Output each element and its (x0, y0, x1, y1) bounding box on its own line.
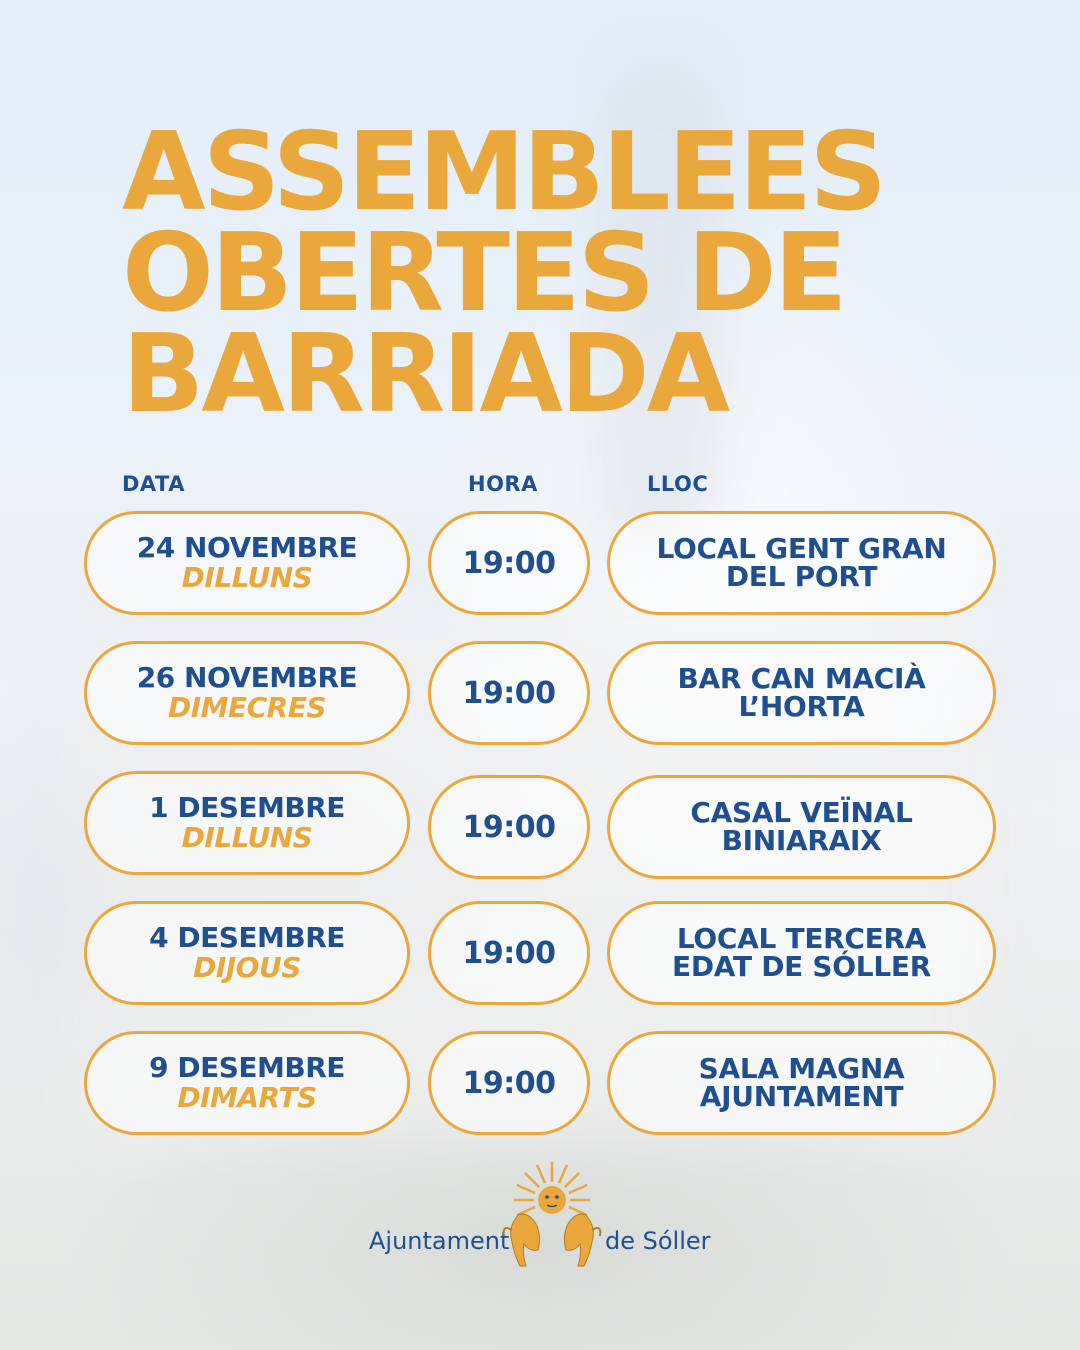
weekday-label: DILLUNS (181, 561, 313, 594)
weekday-label: DILLUNS (181, 821, 313, 854)
place-pill (607, 641, 996, 745)
date-label: 26 NOVEMBRE (136, 661, 358, 694)
page-title (122, 110, 885, 437)
date-pill (84, 511, 410, 615)
date-pill (84, 1031, 410, 1135)
date-label: 24 NOVEMBRE (136, 531, 358, 564)
place-line-2: BINIARAIX (721, 824, 882, 857)
place-line-2: EDAT DE SÓLLER (672, 950, 931, 983)
date-pill (84, 771, 410, 875)
logo-text-right: de Sóller (605, 1227, 711, 1255)
hour-pill (428, 901, 590, 1005)
place-line-1: CASAL VEÏNAL (690, 796, 913, 829)
weekday-label: DIMECRES (167, 691, 327, 724)
column-header-date: DATA (122, 472, 186, 496)
hour-label: 19:00 (462, 935, 556, 971)
hour-label: 19:00 (462, 675, 556, 711)
place-pill (607, 775, 996, 879)
place-line-1: SALA MAGNA (698, 1052, 905, 1085)
title-line-1: ASSEMBLEES (122, 110, 885, 235)
date-label: 9 DESEMBRE (149, 1051, 345, 1084)
logo-text-left: Ajuntament (369, 1227, 510, 1255)
title-line-3: BARRIADA (122, 312, 728, 437)
place-line-1: LOCAL GENT GRAN (656, 532, 947, 565)
hour-label: 19:00 (462, 1065, 556, 1101)
hour-pill (428, 1031, 590, 1135)
place-line-1: LOCAL TERCERA (676, 922, 927, 955)
place-line-2: DEL PORT (725, 560, 878, 593)
hour-label: 19:00 (462, 809, 556, 845)
date-pill (84, 641, 410, 745)
hour-pill (428, 641, 590, 745)
date-pill (84, 901, 410, 1005)
title-line-2: OBERTES DE (122, 211, 845, 336)
place-pill (607, 901, 996, 1005)
hour-pill (428, 511, 590, 615)
date-label: 4 DESEMBRE (149, 921, 345, 954)
weekday-label: DIMARTS (177, 1081, 317, 1114)
column-header-hour: HORA (468, 472, 538, 496)
date-label: 1 DESEMBRE (149, 791, 345, 824)
hour-pill (428, 775, 590, 879)
weekday-label: DIJOUS (193, 951, 301, 984)
place-pill (607, 1031, 996, 1135)
place-line-1: BAR CAN MACIÀ (677, 662, 926, 695)
place-pill (607, 511, 996, 615)
hour-label: 19:00 (462, 545, 556, 581)
place-line-2: AJUNTAMENT (699, 1080, 904, 1113)
column-header-place: LLOC (647, 472, 709, 496)
place-line-2: L’HORTA (738, 690, 865, 723)
coat-of-arms-icon (0, 1160, 1080, 1270)
